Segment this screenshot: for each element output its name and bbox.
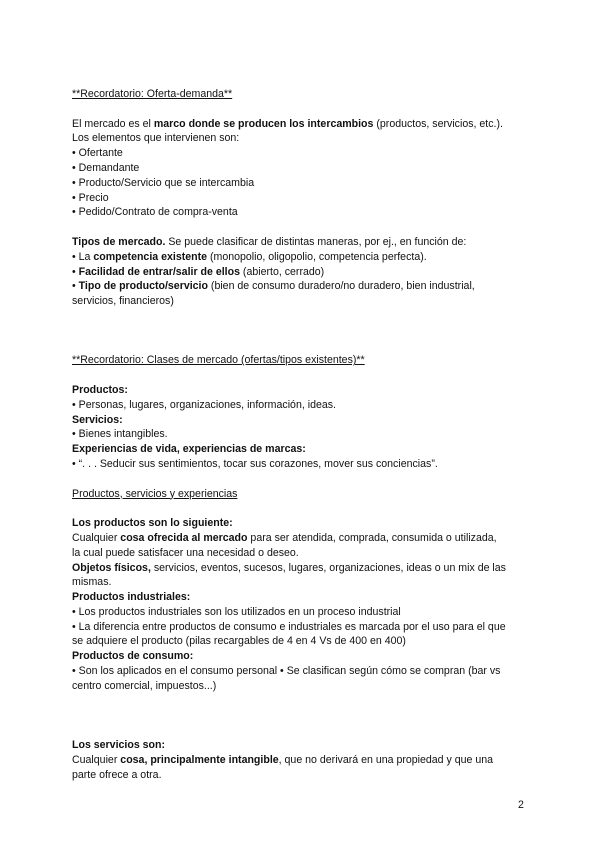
section-heading-clases-mercado: **Recordatorio: Clases de mercado (ofertas/tipos existentes)**: [72, 354, 365, 367]
list-item: • Son los aplicados en el consumo personal • Se clasifican según cómo se compran (bar vs: [72, 665, 501, 678]
list-item-continuation: servicios, financieros): [72, 295, 174, 308]
list-item: • Bienes intangibles.: [72, 428, 168, 441]
servicio-definition: Cualquier cosa, principalmente intangible, que no derivará en una propiedad y que una: [72, 753, 494, 766]
servicios-son-title: Los servicios son:: [72, 739, 166, 752]
list-item: • Pedido/Contrato de compra-venta: [72, 206, 238, 219]
list-item-continuation: centro comercial, impuestos...): [72, 679, 217, 692]
section-heading-oferta-demanda: **Recordatorio: Oferta-demanda**: [72, 88, 233, 100]
producto-definition-continuation: la cual puede satisfacer una necesidad o deseo.: [72, 546, 299, 559]
market-elements-list: [72, 146, 532, 220]
servicios-title: Servicios:: [72, 413, 123, 426]
list-item: • Facilidad de entrar/salir de ellos (abierto, cerrado): [72, 265, 325, 278]
producto-definition: Cualquier cosa ofrecida al mercado para ser atendida, comprada, consumida o utilizada,: [72, 531, 497, 544]
list-item: • Producto/Servicio que se intercambia: [72, 176, 255, 189]
list-item: • “. . . Seducir sus sentimientos, tocar sus corazones, mover sus conciencias”.: [72, 457, 438, 470]
productos-industriales-title: Productos industriales:: [72, 591, 191, 604]
list-item: • Demandante: [72, 161, 140, 174]
list-item: • Tipo de producto/servicio (bien de consumo duradero/no duradero, bien industrial,: [72, 280, 475, 293]
section-heading-productos-servicios: Productos, servicios y experiencias: [72, 487, 238, 500]
list-item-continuation: se adquiere el producto (pilas recargables de 4 en 4 Vs de 400 en 400): [72, 635, 406, 648]
objetos-fisicos-continuation: mismas.: [72, 576, 112, 589]
list-item: • Los productos industriales son los utilizados en un proceso industrial: [72, 605, 401, 618]
market-types-title: Tipos de mercado. Se puede clasificar de distintas maneras, por ej., en función de:: [72, 235, 467, 248]
productos-title: Productos:: [72, 383, 128, 396]
list-item: • Personas, lugares, organizaciones, información, ideas.: [72, 398, 336, 411]
productos-son-title: Los productos son lo siguiente:: [72, 517, 233, 530]
experiencias-title: Experiencias de vida, experiencias de marcas:: [72, 443, 306, 456]
objetos-fisicos: Objetos físicos, servicios, eventos, sucesos, lugares, organizaciones, ideas o un mix de las: [72, 561, 506, 574]
list-item: • Precio: [72, 191, 109, 204]
market-elements-intro: Los elementos que intervienen son:: [72, 132, 240, 145]
list-item: • La diferencia entre productos de consumo e industriales es marcada por el uso para el que: [72, 620, 506, 633]
market-definition: El mercado es el marco donde se producen los intercambios (productos, servicios, etc.).: [72, 117, 503, 130]
list-item: • Ofertante: [72, 147, 123, 160]
list-item: • La competencia existente (monopolio, oligopolio, competencia perfecta).: [72, 250, 427, 263]
document-page: [72, 87, 532, 782]
productos-consumo-title: Productos de consumo:: [72, 650, 194, 663]
servicio-definition-continuation: parte ofrece a otra.: [72, 768, 162, 781]
page-number: 2: [518, 799, 524, 811]
